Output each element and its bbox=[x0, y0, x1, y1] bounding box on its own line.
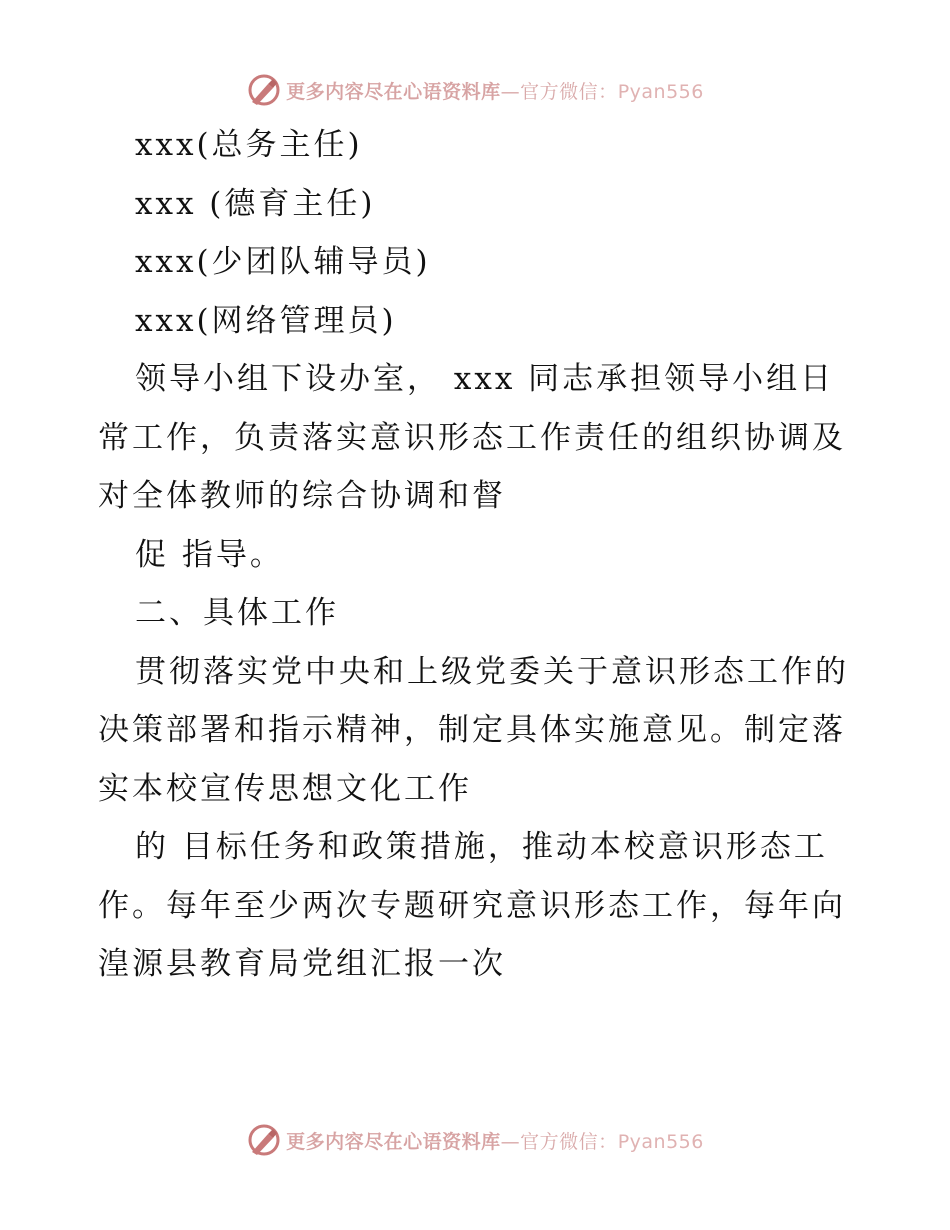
text-line: 决策部署和指示精神，制定具体实施意见。制定落 bbox=[98, 712, 846, 748]
text-line: xxx(网络管理员) bbox=[135, 302, 397, 339]
section-heading: 二、具体工作 bbox=[135, 595, 339, 631]
footer-banner-wechat-id: Pyan556 bbox=[617, 1130, 704, 1153]
footer-banner-text bbox=[286, 1127, 704, 1154]
text-line: 领导小组下设办室， xxx 同志承担领导小组日 bbox=[135, 361, 835, 397]
header-banner-suffix: 官方微信： bbox=[520, 80, 618, 103]
text-line: xxx(少团队辅导员) bbox=[135, 244, 431, 280]
footer-banner-main: 更多内容尽在心语资料库 bbox=[286, 1130, 501, 1153]
header-banner-main: 更多内容尽在心语资料库 bbox=[286, 80, 501, 103]
text-line: xxx(总务主任) bbox=[135, 127, 363, 163]
text-line: xxx (德育主任) bbox=[135, 185, 376, 222]
footer-banner bbox=[0, 1120, 950, 1160]
pen-logo-icon bbox=[246, 1122, 282, 1158]
text-line: 对全体教师的综合协调和督 bbox=[98, 478, 506, 514]
header-banner-text bbox=[286, 77, 704, 104]
footer-banner-dash: — bbox=[500, 1130, 521, 1153]
document-body bbox=[98, 116, 858, 994]
header-banner-dash: — bbox=[500, 80, 521, 103]
header-banner-wechat-id: Pyan556 bbox=[617, 80, 704, 103]
text-line: 湟源县教育局党组汇报一次 bbox=[98, 946, 506, 982]
text-line: 实本校宣传思想文化工作 bbox=[98, 770, 472, 807]
text-line: 促 指导。 bbox=[135, 536, 284, 573]
text-line: 作。每年至少两次专题研究意识形态工作，每年向 bbox=[98, 887, 846, 924]
pen-logo-icon bbox=[246, 72, 282, 108]
text-line: 贯彻落实党中央和上级党委关于意识形态工作的 bbox=[135, 653, 849, 690]
text-line: 常工作，负责落实意识形态工作责任的组织协调及 bbox=[98, 419, 846, 456]
footer-banner-suffix: 官方微信： bbox=[520, 1130, 618, 1153]
header-banner bbox=[0, 70, 950, 110]
text-line: 的 目标任务和政策措施，推动本校意识形态工 bbox=[135, 829, 828, 865]
